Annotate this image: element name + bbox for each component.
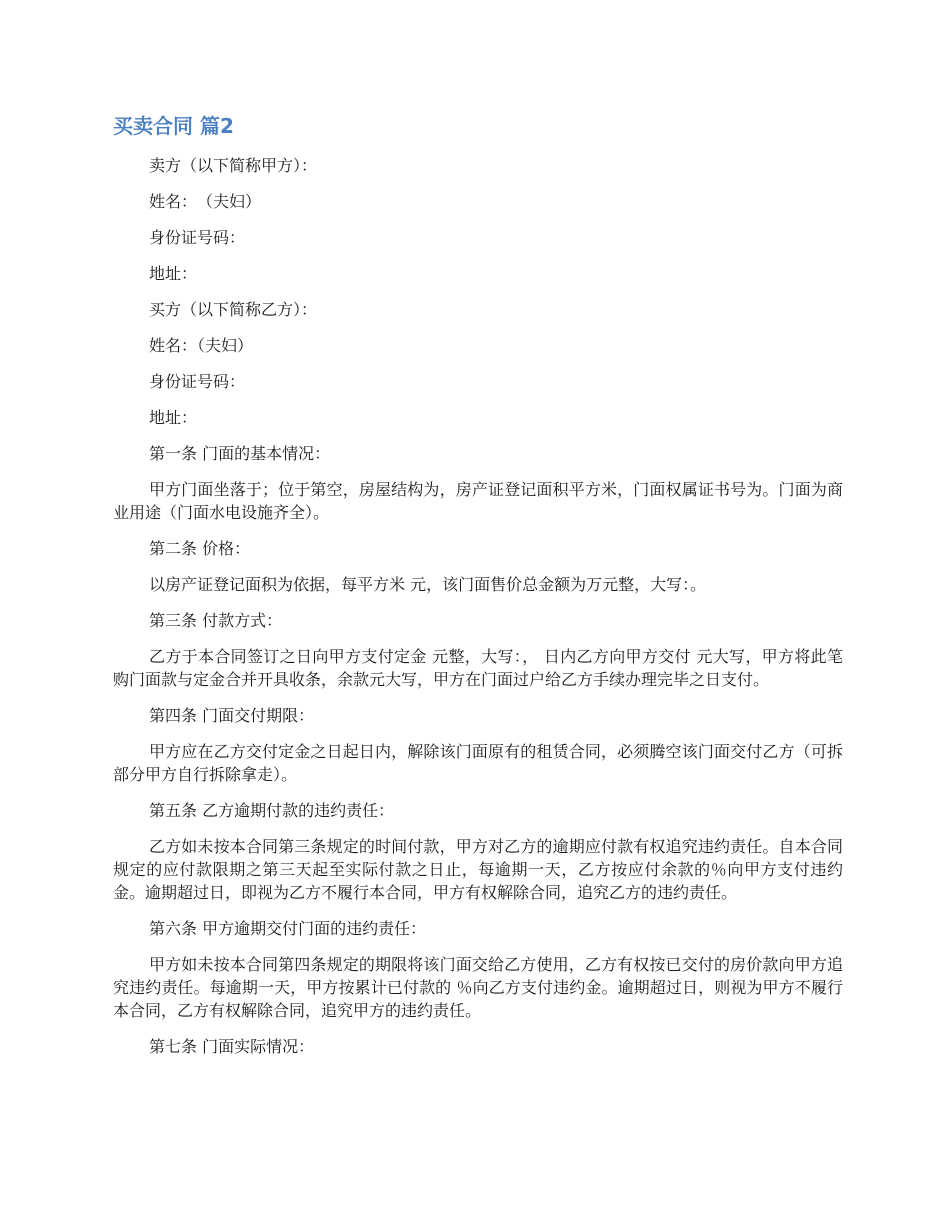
- document-title: 买卖合同 篇2: [113, 114, 234, 138]
- article-7-heading: 第七条 门面实际情况：: [149, 1037, 315, 1056]
- article-5-body: 乙方如未按本合同第三条规定的时间付款，甲方对乙方的逾期应付款有权追究违约责任。自本合同规定的应付款限期之第三天起至实际付款之日止，每逾期一天，乙方按应付余款的％向甲方支付违约金。逾期超过日，即视为乙方不履行本合同，甲方有权解除合同，追究乙方的违约责任。: [113, 837, 843, 902]
- document-page: [113, 112, 843, 1071]
- article-6-body: 甲方如未按本合同第四条规定的期限将该门面交给乙方使用，乙方有权按已交付的房价款向甲方追究违约责任。每逾期一天，甲方按累计已付款的 ％向乙方支付违约金。逾期超过日，则视为甲方不履行本合同，乙方有权解除合同，追究甲方的违约责任。: [113, 955, 843, 1020]
- seller-name: 姓名： （夫妇）: [149, 192, 262, 211]
- article-2-body: 以房产证登记面积为依据，每平方米 元，该门面售价总金额为万元整，大写：。: [149, 575, 707, 594]
- buyer-name: 姓名：（夫妇）: [149, 336, 254, 355]
- article-3-body: 乙方于本合同签订之日向甲方支付定金 元整，大写：， 日内乙方向甲方交付 元大写，甲方将此笔购门面款与定金合并开具收条，余款元大写，甲方在门面过户给乙方手续办理完毕之日支付。: [113, 647, 843, 689]
- buyer-id-number: 身份证号码：: [149, 372, 246, 391]
- article-6-heading: 第六条 甲方逾期交付门面的违约责任：: [149, 919, 427, 938]
- article-2-heading: 第二条 价格：: [149, 539, 251, 558]
- article-1-heading: 第一条 门面的基本情况：: [149, 444, 331, 463]
- article-4-body: 甲方应在乙方交付定金之日起日内，解除该门面原有的租赁合同，必须腾空该门面交付乙方（可拆部分甲方自行拆除拿走）。: [113, 742, 843, 784]
- buyer-heading: 买方（以下简称乙方）：: [149, 300, 318, 319]
- article-1-body: 甲方门面坐落于；位于第空，房屋结构为，房产证登记面积平方米，门面权属证书号为。门面为商业用途（门面水电设施齐全）。: [113, 480, 843, 522]
- article-5-heading: 第五条 乙方逾期付款的违约责任：: [149, 801, 395, 820]
- seller-address: 地址：: [149, 264, 198, 283]
- article-4-heading: 第四条 门面交付期限：: [149, 706, 315, 725]
- seller-id-number: 身份证号码：: [149, 228, 246, 247]
- article-3-heading: 第三条 付款方式：: [149, 611, 283, 630]
- buyer-address: 地址：: [149, 408, 198, 427]
- seller-heading: 卖方（以下简称甲方）：: [149, 156, 318, 175]
